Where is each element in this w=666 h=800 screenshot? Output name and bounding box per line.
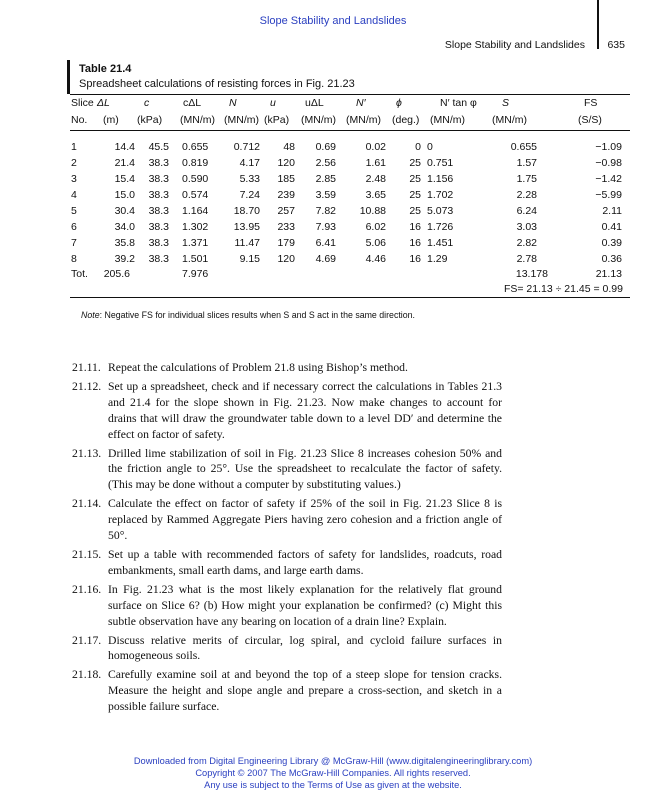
top-banner: Slope Stability and Landslides xyxy=(259,15,407,27)
problem-number: 21.13. xyxy=(72,446,102,460)
table-cell: 5 xyxy=(71,205,77,217)
table-cell: 0.39 xyxy=(601,237,622,249)
table-cell: 0.590 xyxy=(182,173,209,185)
problem-text: Repeat the calculations of Problem 21.8 using Bishop’s method. xyxy=(108,361,408,374)
table-cell: 10.88 xyxy=(359,205,386,217)
table-cell: 0 xyxy=(415,141,421,153)
header-cell: Slice xyxy=(71,97,94,109)
table-cell: 38.3 xyxy=(148,173,169,185)
problem-item xyxy=(72,667,502,715)
table-cell: 5.06 xyxy=(365,237,386,249)
header-cell: u xyxy=(270,97,276,109)
table-cell: 18.70 xyxy=(233,205,260,217)
problem-item xyxy=(72,582,502,630)
table-cell: 7.93 xyxy=(315,221,336,233)
table-cell: 2.28 xyxy=(516,189,537,201)
table-cell: 7 xyxy=(71,237,77,249)
header-cell: uΔL xyxy=(305,97,324,109)
table-cell: 239 xyxy=(277,189,295,201)
problem-number: 21.17. xyxy=(72,633,102,647)
table-cell: 9.15 xyxy=(239,253,260,265)
table-cell: −1.09 xyxy=(595,141,622,153)
table-cell: 38.3 xyxy=(148,253,169,265)
header-unit-cell: (MN/m) xyxy=(301,114,336,126)
problem-text: In Fig. 21.23 what is the most likely explanation for the relatively flat ground surface on Slice 6? (b) How might your explanation be confirmed? (c) Might this subtle observation have any bearing on location of a drain line? Explain. xyxy=(108,582,502,628)
table-cell: 38.3 xyxy=(148,189,169,201)
table-cell: 1.156 xyxy=(427,173,454,185)
problem-item xyxy=(72,547,502,579)
table-cell: 120 xyxy=(277,157,295,169)
table-cell: 1.61 xyxy=(365,157,386,169)
table-cell: 16 xyxy=(409,237,421,249)
running-head-title: Slope Stability and Landslides xyxy=(444,39,585,51)
table-cell: 2.82 xyxy=(516,237,537,249)
problem-text: Carefully examine soil at and beyond the top of a steep slope for tension cracks. Measure the height and slope angle and prepare a cross-section, and sketch in a possible failure surface. xyxy=(108,668,502,714)
table-cell: 1.501 xyxy=(182,253,209,265)
note-text: : Negative FS for individual slices results when S and S act in the same direction. xyxy=(99,310,415,320)
table-cell: 4 xyxy=(71,189,77,201)
table-cell: 1.451 xyxy=(427,237,454,249)
table-cell: 11.47 xyxy=(234,237,260,249)
header-cell: cΔL xyxy=(183,97,202,109)
table-cell: 1 xyxy=(71,141,77,153)
table-cell: 48 xyxy=(283,141,295,153)
table-cell: 7.82 xyxy=(315,205,336,217)
table-cell: 3.03 xyxy=(516,221,537,233)
table-cell: 5.073 xyxy=(427,205,454,217)
total-cell: 13.178 xyxy=(515,268,548,280)
header-unit-cell: No. xyxy=(71,114,88,126)
problem-text: Set up a spreadsheet, check and if necessary correct the calculations in Tables 21.3 and 21.4 for the slope shown in Fig. 21.23. Now make changes to account for drains that will draw the groundwater table down to a level DD′ and determine the effect on factor of safety. xyxy=(108,379,502,441)
table-cell: 0.41 xyxy=(601,221,622,233)
header-cell: N xyxy=(229,97,237,109)
table-top-rule xyxy=(70,94,630,95)
problem-number: 21.16. xyxy=(72,582,102,596)
table-cell: 0.02 xyxy=(365,141,386,153)
header-divider xyxy=(597,0,599,49)
problem-item xyxy=(72,446,502,494)
table-cell: 45.5 xyxy=(148,141,169,153)
table-cell: 1.164 xyxy=(182,205,209,217)
problem-number: 21.12. xyxy=(72,379,102,393)
header-cell: c xyxy=(144,97,150,109)
problem-item xyxy=(72,496,502,544)
page-number: 635 xyxy=(607,39,625,51)
table-cell: 14.4 xyxy=(114,141,135,153)
problem-item xyxy=(72,633,502,665)
footer-line[interactable]: Downloaded from Digital Engineering Library @ McGraw-Hill (www.digitalengineeringlibrary.com) xyxy=(133,756,533,766)
table-cell: 4.69 xyxy=(315,253,336,265)
table-cell: 16 xyxy=(409,253,421,265)
table-cell: 0.712 xyxy=(233,141,260,153)
table-cell: 1.702 xyxy=(427,189,454,201)
problem-text: Discuss relative merits of circular, log spiral, and cycloid failure surfaces in homogeneous soils. xyxy=(108,633,502,663)
header-unit-cell: (MN/m) xyxy=(492,114,527,126)
header-unit-cell: (deg.) xyxy=(392,114,420,126)
table-cell: 4.17 xyxy=(239,157,260,169)
table-cell: 2.11 xyxy=(602,205,622,217)
footer-line: Any use is subject to the Terms of Use as given at the website. xyxy=(204,780,462,790)
table-cell: 0.655 xyxy=(510,141,537,153)
table-cell: 2.56 xyxy=(315,157,336,169)
table-cell: 2 xyxy=(71,157,77,169)
total-cell: 205.6 xyxy=(103,268,130,280)
header-unit-cell: (m) xyxy=(103,114,119,126)
table-cell: 6.02 xyxy=(365,221,386,233)
header-unit-cell: (kPa) xyxy=(264,114,290,126)
factor-of-safety-result: FS= 21.13 ÷ 21.45 = 0.99 xyxy=(503,283,623,295)
table-cell: 16 xyxy=(409,221,421,233)
header-cell: FS xyxy=(584,97,598,109)
table-cell: 2.85 xyxy=(315,173,336,185)
table-cell: 3 xyxy=(71,173,77,185)
table-cell: 0.36 xyxy=(601,253,622,265)
table-cell: −0.98 xyxy=(595,157,622,169)
table-cell: 1.57 xyxy=(516,157,537,169)
table-cell: 120 xyxy=(277,253,295,265)
table-cell: 7.24 xyxy=(239,189,260,201)
table-cell: 0 xyxy=(427,141,433,153)
table-cell: 25 xyxy=(409,173,421,185)
table-cell: 1.302 xyxy=(182,221,209,233)
problem-number: 21.11. xyxy=(72,361,101,374)
problem-list xyxy=(72,360,502,718)
header-unit-cell: (MN/m) xyxy=(180,114,215,126)
problem-number: 21.18. xyxy=(72,668,102,682)
problem-text: Drilled lime stabilization of soil in Fig. 21.23 Slice 8 increases cohesion 50% and the friction angle to 25°. Use the spreadsheet to recalculate the factor of safety. (This may be done without a computer by substituting values.) xyxy=(108,446,502,492)
header-cell: ΔL xyxy=(97,97,110,109)
table-cell: 3.65 xyxy=(365,189,386,201)
table-cell: 1.29 xyxy=(427,253,448,265)
table-cell: 0.69 xyxy=(315,141,336,153)
table-cell: 3.59 xyxy=(315,189,336,201)
table-cell: 0.751 xyxy=(427,157,454,169)
header-unit-cell: (kPa) xyxy=(137,114,163,126)
table-cell: 25 xyxy=(409,205,421,217)
table-cell: 25 xyxy=(409,157,421,169)
header-unit-cell: (MN/m) xyxy=(430,114,465,126)
table-number: Table 21.4 xyxy=(79,63,132,75)
table-cell: 233 xyxy=(277,221,295,233)
table-cell: 1.371 xyxy=(182,237,209,249)
table-bottom-rule xyxy=(70,297,630,298)
problem-number: 21.15. xyxy=(72,547,102,561)
table-cell: 6.24 xyxy=(516,205,537,217)
table-cell: 35.8 xyxy=(114,237,135,249)
table-cell: 5.33 xyxy=(239,173,260,185)
table-cell: 8 xyxy=(71,253,77,265)
table-cell: 38.3 xyxy=(148,221,169,233)
table-cell: 15.4 xyxy=(114,173,135,185)
table-cell: 13.95 xyxy=(233,221,260,233)
header-cell: ϕ xyxy=(396,97,402,109)
table-cell: 179 xyxy=(277,237,295,249)
table-cell: 15.0 xyxy=(114,189,135,201)
table-cell: 6 xyxy=(71,221,77,233)
header-unit-cell: (MN/m) xyxy=(224,114,259,126)
header-cell: N′ tan φ xyxy=(440,97,477,109)
table-cell: −1.42 xyxy=(595,173,622,185)
table-cell: 34.0 xyxy=(114,221,135,233)
footer xyxy=(0,755,666,791)
table-cell: 1.75 xyxy=(516,173,537,185)
table-caption-bar xyxy=(67,60,70,94)
total-cell: 7.976 xyxy=(182,268,209,280)
table-title: Spreadsheet calculations of resisting forces in Fig. 21.23 xyxy=(79,78,355,90)
table-cell: 4.46 xyxy=(365,253,386,265)
footer-line: Copyright © 2007 The McGraw-Hill Companies. All rights reserved. xyxy=(195,768,471,778)
table-cell: −5.99 xyxy=(595,189,622,201)
table-cell: 0.574 xyxy=(182,189,209,201)
header-unit-cell: (MN/m) xyxy=(346,114,381,126)
table-cell: 39.2 xyxy=(114,253,135,265)
note-label: Note xyxy=(81,310,100,320)
total-cell: 21.13 xyxy=(595,268,622,280)
table-cell: 2.78 xyxy=(516,253,537,265)
table-cell: 21.4 xyxy=(114,157,135,169)
table-cell: 0.655 xyxy=(182,141,209,153)
table-cell: 6.41 xyxy=(315,237,336,249)
problem-item xyxy=(72,379,502,443)
table-cell: 257 xyxy=(277,205,295,217)
header-cell: S xyxy=(502,97,510,109)
table-cell: 185 xyxy=(277,173,295,185)
table-cell: 38.3 xyxy=(148,237,169,249)
table-cell: 1.726 xyxy=(427,221,454,233)
header-unit-cell: (S/S) xyxy=(578,114,602,126)
table-cell: 30.4 xyxy=(114,205,135,217)
problem-number: 21.14. xyxy=(72,497,102,511)
total-cell: Tot. xyxy=(71,268,88,280)
problem-text: Set up a table with recommended factors of safety for landslides, roadcuts, road embankments, small earth dams, and large earth dams. xyxy=(108,547,502,577)
table-header-rule xyxy=(70,130,630,131)
table-cell: 2.48 xyxy=(365,173,386,185)
table-cell: 38.3 xyxy=(148,157,169,169)
problem-text: Calculate the effect on factor of safety if 25% of the soil in Fig. 21.23 Slice 8 is replaced by Rammed Aggregate Piers having zero cohesion and a friction angle of 50°. xyxy=(108,497,502,543)
table-cell: 0.819 xyxy=(182,157,209,169)
header-cell: N′ xyxy=(356,97,366,109)
table-cell: 38.3 xyxy=(148,205,169,217)
table-cell: 25 xyxy=(409,189,421,201)
problem-item xyxy=(72,360,502,376)
table-note xyxy=(81,310,415,320)
